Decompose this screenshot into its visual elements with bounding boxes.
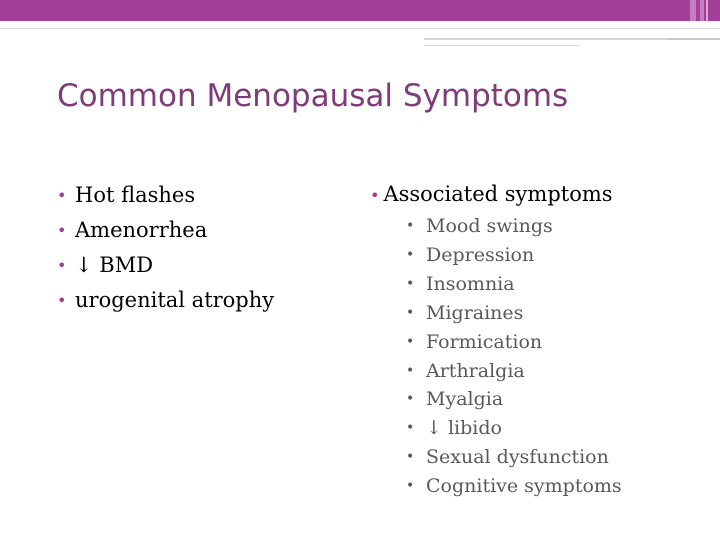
list-item — [406, 357, 622, 386]
list-item-label: Amenorrhea — [75, 218, 208, 242]
list-item — [57, 248, 274, 283]
main-symptom-list — [57, 178, 274, 318]
bullet-icon: • — [406, 275, 415, 292]
bullet-icon: • — [406, 362, 415, 379]
associated-symptom-list — [406, 212, 622, 501]
list-item — [57, 283, 274, 318]
bullet-icon: • — [406, 304, 415, 321]
list-item — [406, 472, 622, 501]
accent-stripe — [690, 0, 696, 21]
bullet-icon: • — [406, 246, 415, 263]
bullet-icon: • — [57, 221, 67, 240]
list-item — [406, 443, 622, 472]
list-item-label: ↓ BMD — [75, 253, 154, 277]
divider-line — [0, 28, 720, 29]
list-item — [406, 414, 622, 443]
bullet-icon: • — [406, 391, 415, 408]
top-accent-bar — [0, 0, 720, 21]
list-item-label: Hot flashes — [75, 183, 196, 207]
divider-line — [424, 45, 580, 46]
list-item — [406, 270, 622, 299]
bullet-icon: • — [406, 478, 415, 495]
list-item — [406, 212, 622, 241]
bullet-icon: • — [57, 256, 67, 275]
list-item-label: Myalgia — [426, 388, 504, 411]
list-item-label: Depression — [426, 243, 535, 266]
associated-heading-label: Associated symptoms — [383, 182, 613, 206]
list-item-label: ↓ libido — [426, 417, 502, 440]
divider-line — [424, 38, 668, 40]
associated-symptoms-section — [370, 178, 622, 501]
list-item-label: Migraines — [426, 301, 524, 324]
divider-line — [668, 38, 720, 40]
list-item-label: urogenital atrophy — [75, 288, 275, 312]
list-item-label: Cognitive symptoms — [426, 475, 622, 498]
list-item-label: Arthralgia — [426, 359, 525, 382]
slide-title: Common Menopausal Symptoms — [57, 78, 569, 114]
list-item — [57, 178, 274, 213]
bullet-icon: • — [406, 218, 415, 234]
list-item — [406, 385, 622, 414]
associated-heading — [370, 178, 622, 212]
bullet-icon: • — [57, 291, 67, 310]
list-item-label: Mood swings — [426, 215, 553, 237]
bullet-icon: • — [57, 186, 67, 205]
accent-stripe — [700, 0, 704, 21]
list-item — [406, 299, 622, 328]
accent-stripe — [706, 0, 708, 21]
list-item-label: Formication — [426, 330, 543, 353]
bullet-icon: • — [406, 333, 415, 350]
list-item-label: Insomnia — [426, 272, 515, 295]
list-item — [406, 328, 622, 357]
bullet-icon: • — [406, 449, 415, 466]
bullet-icon: • — [406, 420, 415, 437]
list-item-label: Sexual dysfunction — [426, 446, 609, 469]
list-item — [406, 241, 622, 270]
list-item — [57, 213, 274, 248]
bullet-icon: • — [370, 186, 380, 205]
